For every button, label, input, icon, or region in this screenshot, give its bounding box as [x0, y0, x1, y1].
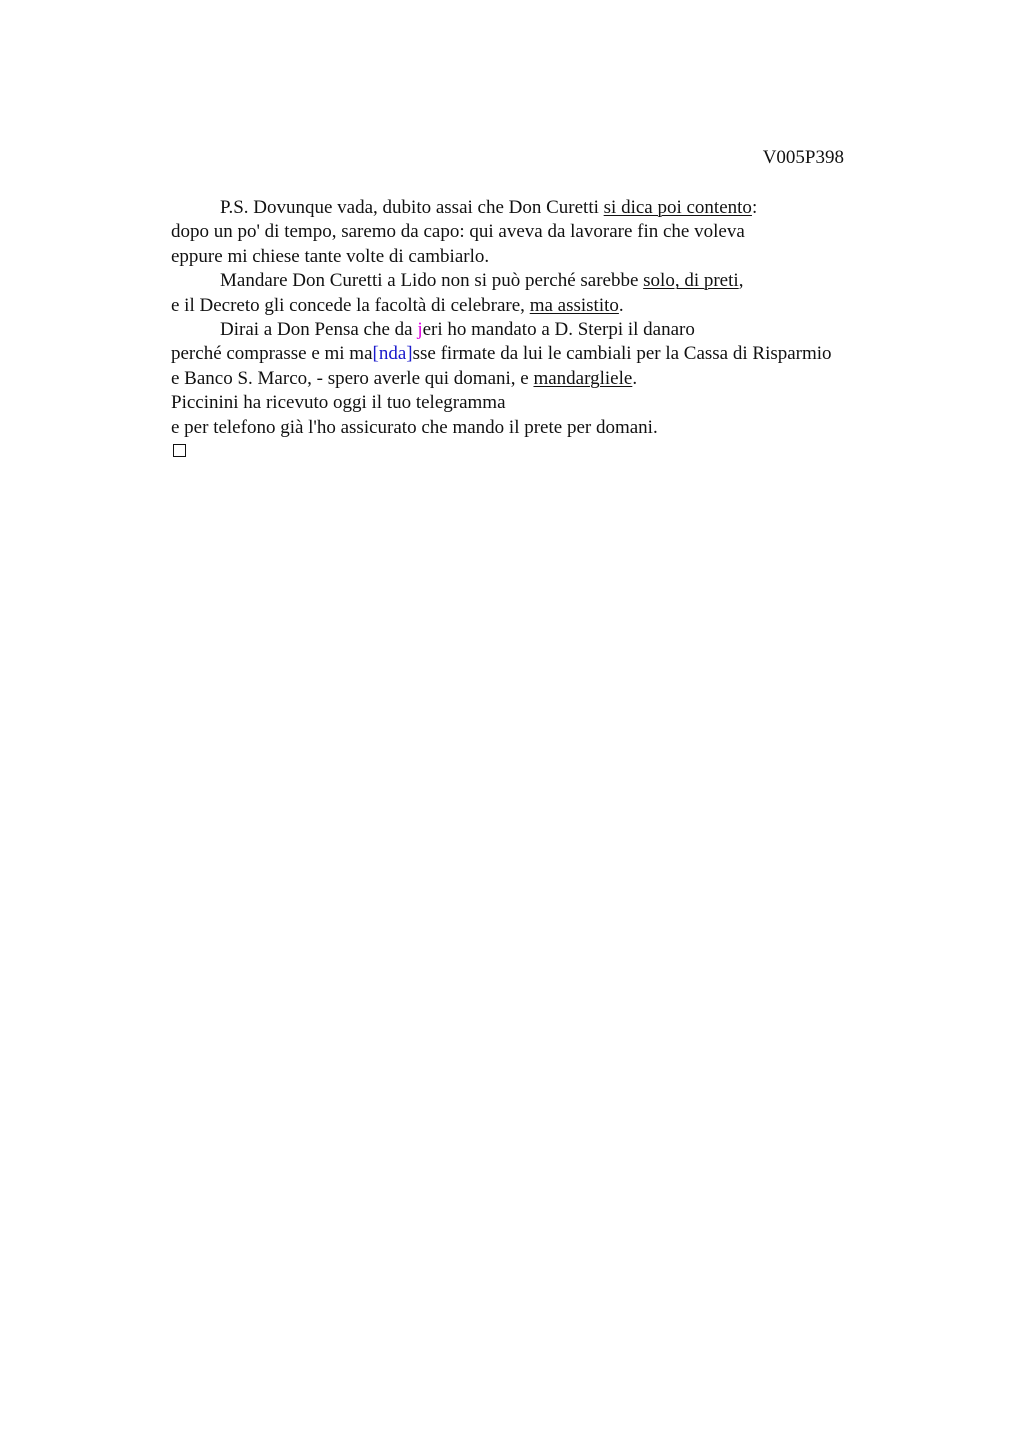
text-line: [171, 294, 911, 318]
text-span: e il Decreto gli concede la facoltà di celebrare,: [171, 294, 530, 316]
text-line: [171, 318, 911, 342]
text-span: .: [618, 294, 624, 316]
page-code: V005P398: [762, 147, 844, 168]
text-span: P.S. Dovunque vada, dubito assai che Don Curetti: [220, 197, 604, 218]
text-line: dopo un po' di tempo, saremo da capo: qui aveva da lavorare fin che voleva: [171, 221, 745, 243]
text-line: [171, 367, 911, 391]
text-line: eppure mi chiese tante volte di cambiarlo.: [171, 245, 490, 267]
underlined-text: ma assistito: [529, 294, 619, 316]
correction-mark: j: [417, 319, 423, 341]
letter-body: [171, 196, 911, 464]
end-marker-line: [171, 440, 911, 464]
underlined-text: mandargliele: [533, 367, 633, 389]
text-span: eri ho mandato a D. Sterpi il danaro: [422, 319, 695, 341]
text-span: ,: [738, 270, 744, 292]
text-span: perché comprasse e mi ma: [171, 343, 373, 365]
text-span: :: [751, 197, 758, 218]
underlined-text: solo, di preti: [643, 270, 739, 292]
underlined-text: si dica poi contento: [603, 197, 752, 218]
text-line: [171, 269, 911, 293]
text-line: [171, 196, 911, 220]
text-line: e per telefono già l'ho assicurato che mando il prete per domani.: [171, 416, 658, 438]
editorial-insertion: [nda]: [372, 343, 413, 365]
text-line: [171, 342, 911, 366]
text-line: Piccinini ha ricevuto oggi il tuo telegramma: [171, 392, 506, 414]
text-span: .: [632, 367, 638, 389]
text-span: Dirai a Don Pensa che da: [220, 319, 418, 341]
text-span: sse firmate da lui le cambiali per la Cassa di Risparmio: [412, 343, 832, 365]
text-span: e Banco S. Marco, - spero averle qui domani, e: [171, 367, 534, 389]
empty-square-icon: [173, 444, 186, 457]
text-span: Mandare Don Curetti a Lido non si può perché sarebbe: [220, 270, 644, 292]
